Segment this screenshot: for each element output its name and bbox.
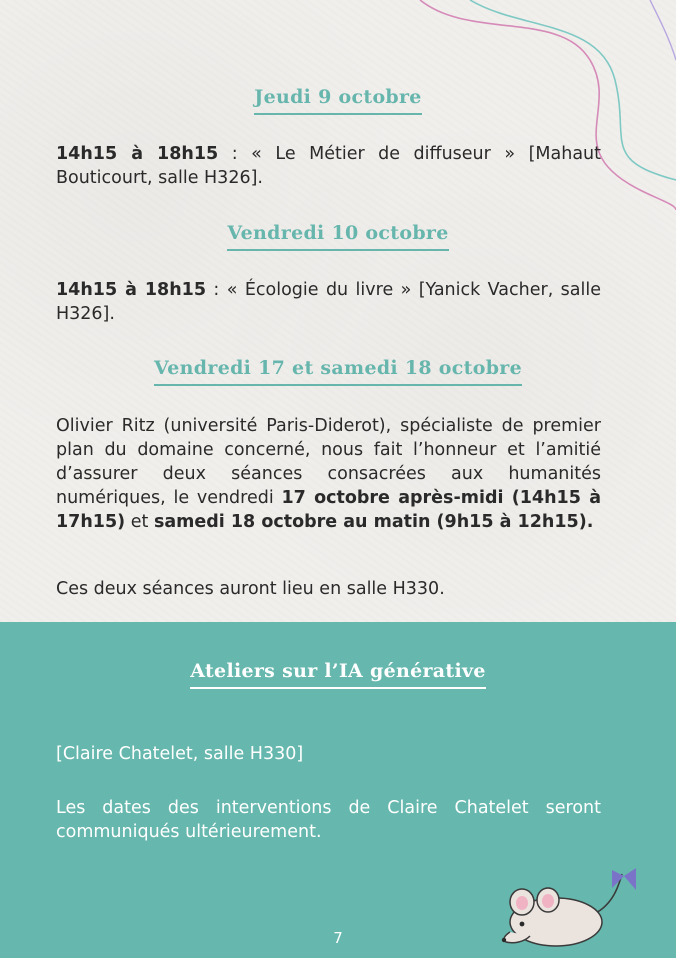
ateliers-speaker: [Claire Chatelet, salle H330] <box>56 744 304 764</box>
page-number: 7 <box>333 929 343 947</box>
heading-vendredi-10: Vendredi 10 octobre <box>0 222 676 251</box>
paragraph-olivier-ritz: Olivier Ritz (université Paris-Diderot), spécialiste de premier plan du domaine concerné, nous fait l’honneur et l’amitié d’assurer deux séances consacrées aux humanités numériques, le vendredi 17 octobre après-midi (14h15 à 17h15) et samedi 18 octobre au matin (9h15 à 12h15). <box>56 416 602 532</box>
heading-ateliers: Ateliers sur l’IA générative <box>0 660 676 689</box>
heading-vendredi-17-samedi-18: Vendredi 17 et samedi 18 octobre <box>0 357 676 386</box>
paragraph-salle-note: Ces deux séances auront lieu en salle H330. <box>56 579 445 599</box>
paragraph-vendredi-10: 14h15 à 18h15 : « Écologie du livre » [Yanick Vacher, salle H326]. <box>56 280 601 324</box>
heading-jeudi: Jeudi 9 octobre <box>0 86 676 115</box>
paragraph-jeudi: 14h15 à 18h15 : « Le Métier de diffuseur » [Mahaut Bouticourt, salle H326]. <box>56 144 601 188</box>
ateliers-band <box>0 622 676 958</box>
ateliers-dates-note: Les dates des interventions de Claire Chatelet seront communiqués ultérieurement. <box>56 798 601 842</box>
